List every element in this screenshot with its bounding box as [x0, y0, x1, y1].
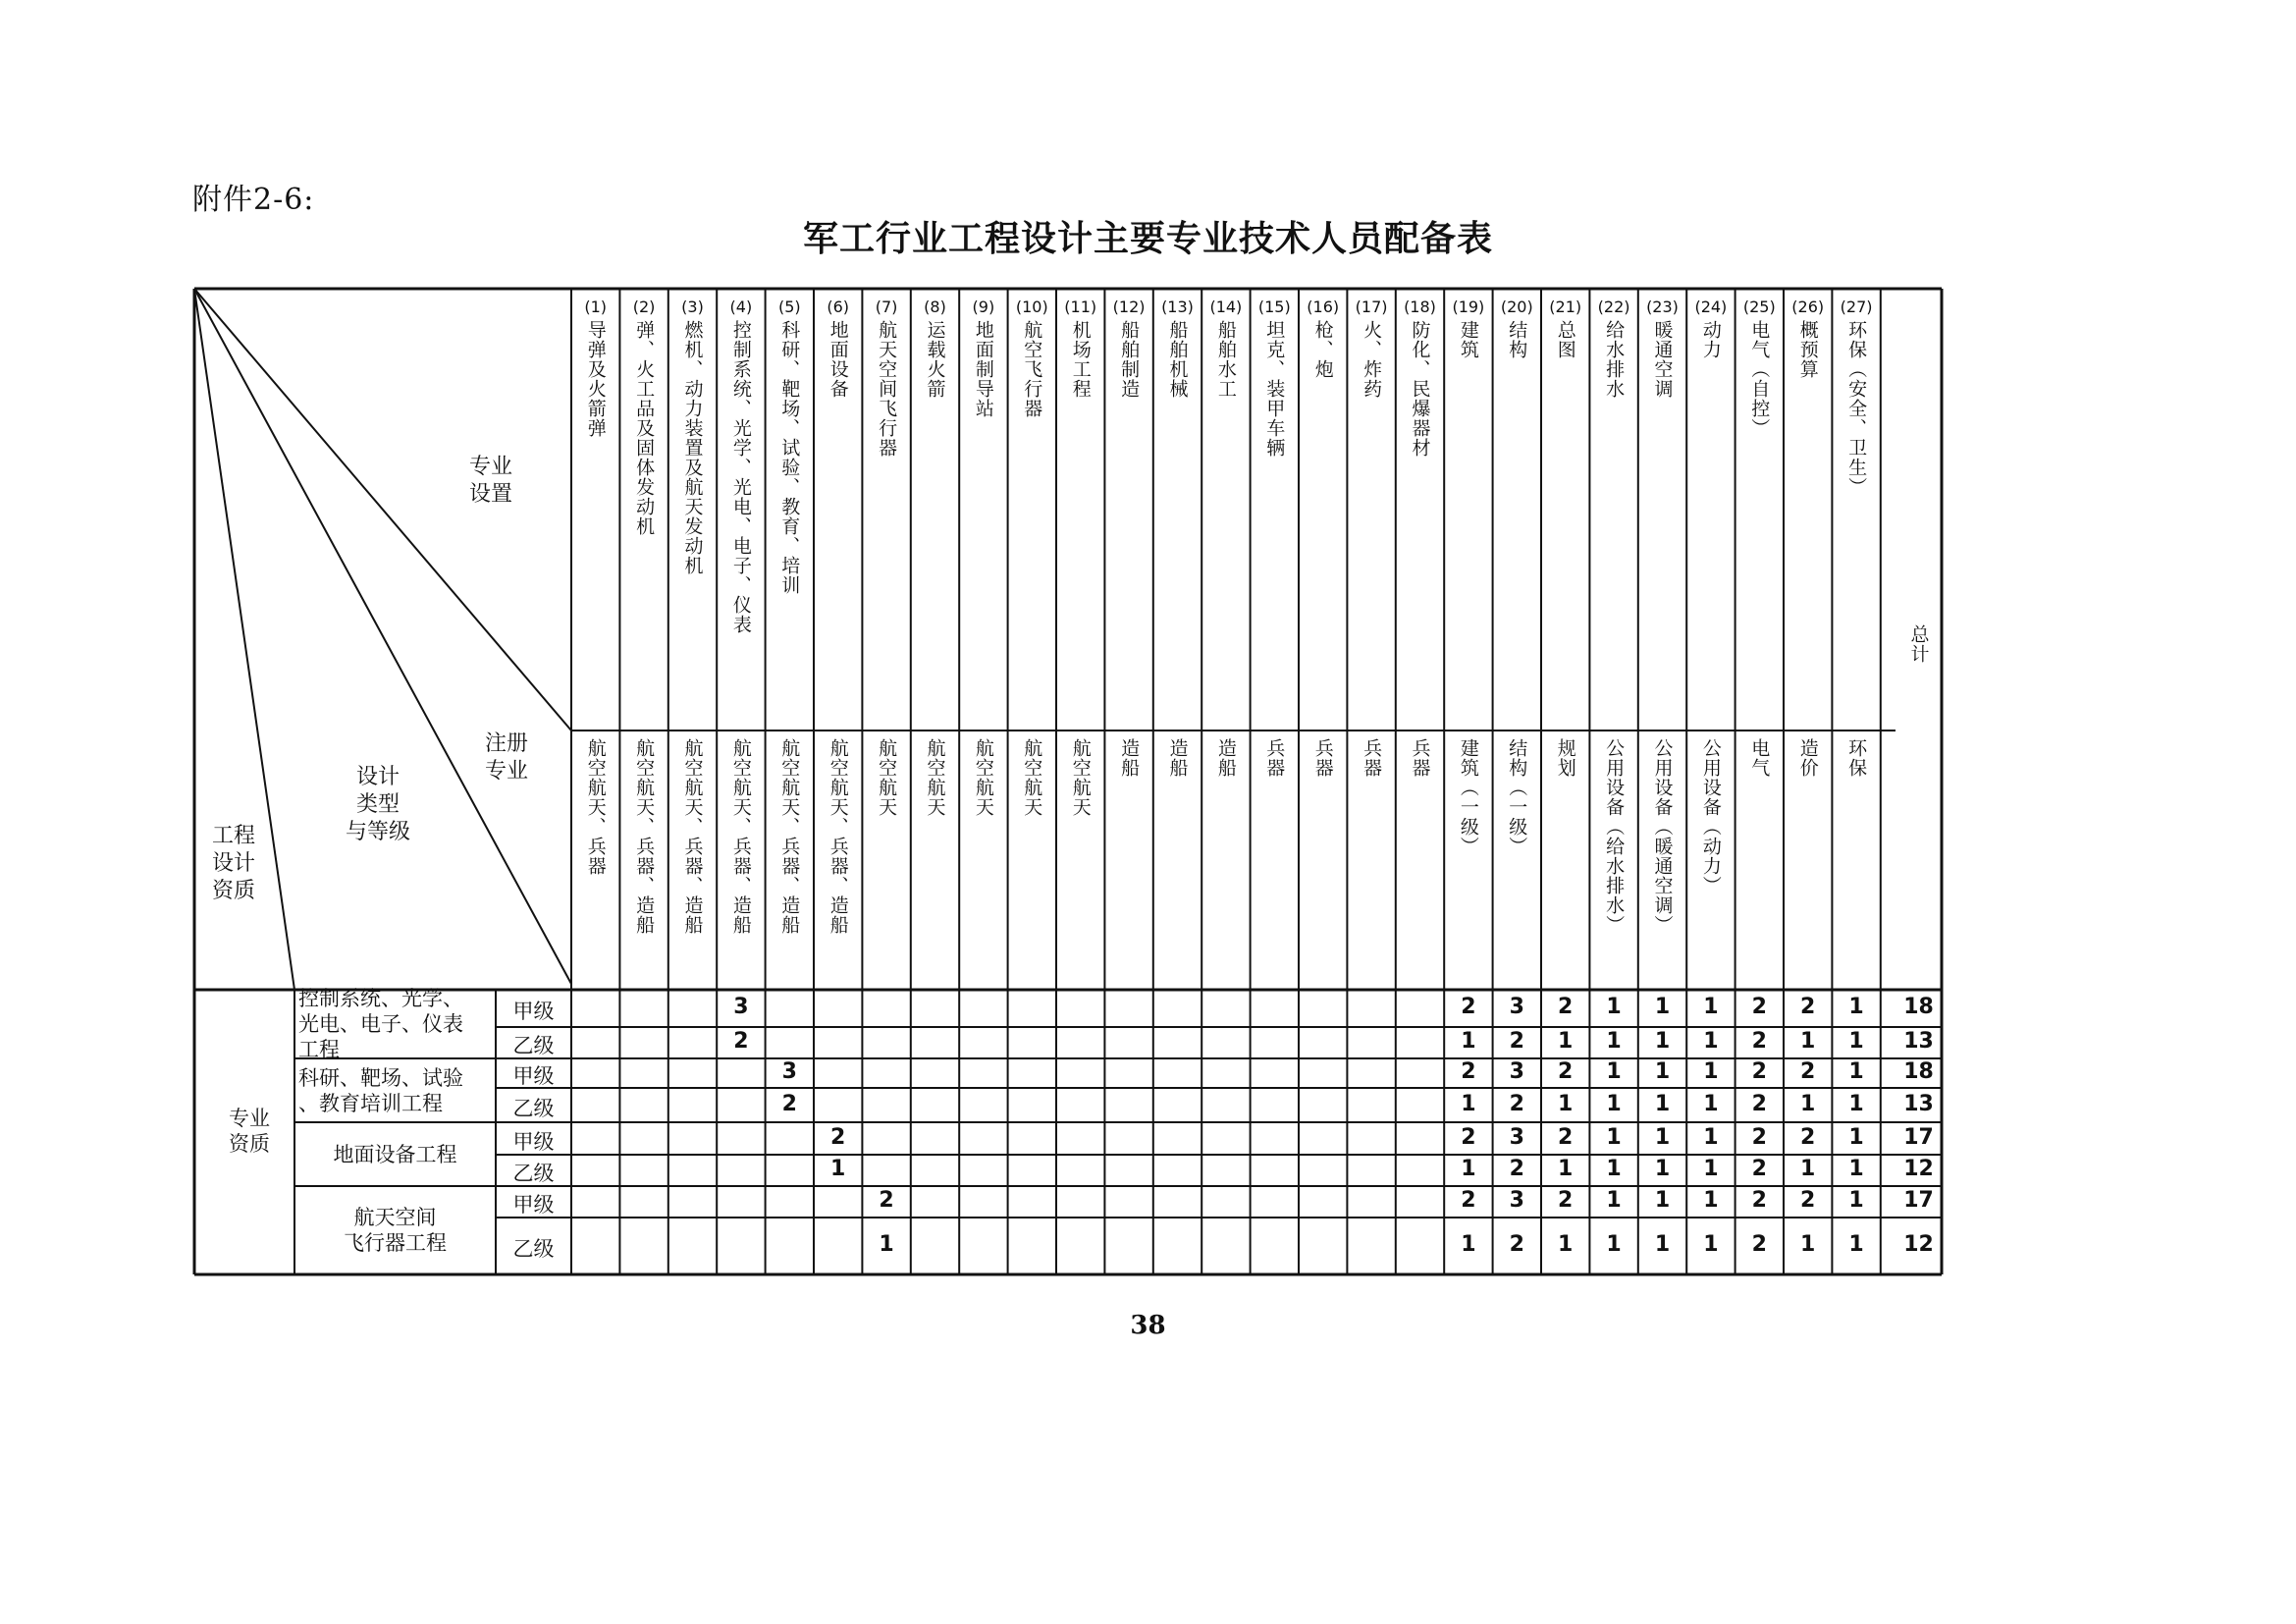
table-cell: 3	[1509, 1124, 1524, 1150]
grade-label: 甲级	[512, 1193, 555, 1217]
row-group-label: 科研、靶场、试验 、教育培训工程	[298, 1065, 463, 1115]
table-cell: 1	[1703, 1157, 1719, 1181]
corner-registered-specialty: 注册 专业	[484, 731, 528, 784]
column-registered-specialty: 环保	[1845, 738, 1868, 778]
column-name: 概预算	[1796, 320, 1819, 379]
column-registered-specialty: 航空航天、兵器	[584, 738, 607, 876]
column-registered-specialty: 航空航天、兵器、造船	[729, 738, 752, 935]
column-name: 航空飞行器	[1021, 320, 1043, 418]
column-name: 结构	[1506, 320, 1528, 359]
column-name: 动力	[1699, 320, 1722, 359]
table-cell: 2	[1461, 1188, 1476, 1213]
grade-label: 甲级	[512, 1064, 555, 1088]
table-cell: 1	[1606, 1188, 1622, 1213]
table-cell: 2	[1461, 1059, 1476, 1084]
table-cell: 1	[1558, 1029, 1574, 1054]
table-cell: 1	[1654, 1091, 1671, 1116]
table-cell: 1	[1461, 1232, 1476, 1257]
column-registered-specialty: 建筑（一级）	[1457, 738, 1479, 856]
column-registered-specialty: 规划	[1554, 738, 1576, 778]
column-name: 船舶机械	[1166, 320, 1189, 399]
column-number: (15)	[1257, 298, 1291, 316]
table-cell: 2	[1509, 1029, 1524, 1054]
table-cell: 3	[1509, 1059, 1524, 1084]
table-cell: 2	[1558, 1188, 1574, 1213]
table-cell: 1	[1848, 1124, 1864, 1150]
grade-label: 乙级	[512, 1096, 555, 1120]
table-cell: 1	[830, 1157, 846, 1181]
table-cell: 1	[1558, 1091, 1574, 1116]
grade-label: 乙级	[512, 1162, 555, 1185]
column-name: 环保（安全、卫生）	[1845, 320, 1868, 497]
table-cell: 2	[1800, 995, 1816, 1019]
table-cell: 1	[1800, 1232, 1816, 1257]
table-cell: 2	[1461, 1124, 1476, 1150]
column-number: (3)	[681, 298, 704, 316]
column-number: (10)	[1015, 298, 1048, 316]
table-cell: 1	[1654, 995, 1671, 1019]
table-cell: 2	[1509, 1232, 1524, 1257]
table-cell: 1	[1848, 1232, 1864, 1257]
row-total: 12	[1903, 1157, 1934, 1181]
table-cell: 1	[1461, 1091, 1476, 1116]
column-name: 给水排水	[1603, 320, 1626, 399]
table-cell: 1	[1703, 1091, 1719, 1116]
column-registered-specialty: 公用设备（暖通空调）	[1651, 738, 1674, 935]
table-cell: 3	[1509, 995, 1524, 1019]
table-cell: 1	[1606, 1124, 1622, 1150]
column-registered-specialty: 造船	[1214, 738, 1237, 778]
column-number: (25)	[1742, 298, 1776, 316]
table-cell: 2	[1751, 1029, 1767, 1054]
table-cell: 1	[1654, 1029, 1671, 1054]
column-number: (24)	[1694, 298, 1728, 316]
table-cell: 1	[1800, 1157, 1816, 1181]
column-name: 控制系统、光学、光电、电子、仪表	[729, 320, 752, 634]
column-registered-specialty: 结构（一级）	[1506, 738, 1528, 856]
column-name: 船舶制造	[1118, 320, 1141, 399]
column-registered-specialty: 兵器	[1263, 738, 1286, 778]
column-name: 坦克、装甲车辆	[1263, 320, 1286, 458]
table-cell: 2	[830, 1124, 846, 1150]
column-number: (1)	[584, 298, 608, 316]
column-registered-specialty: 公用设备（动力）	[1699, 738, 1722, 895]
table-cell: 1	[1654, 1157, 1671, 1181]
column-name: 火、炸药	[1361, 320, 1383, 399]
column-number: (27)	[1840, 298, 1873, 316]
column-registered-specialty: 兵器	[1361, 738, 1383, 778]
column-number: (5)	[777, 298, 801, 316]
column-number: (13)	[1161, 298, 1194, 316]
column-name: 机场工程	[1069, 320, 1092, 399]
column-registered-specialty: 航空航天、兵器、造船	[827, 738, 849, 935]
table-cell: 1	[1703, 1029, 1719, 1054]
table-cell: 2	[781, 1091, 797, 1116]
table-cell: 2	[1509, 1091, 1524, 1116]
column-registered-specialty: 造船	[1166, 738, 1189, 778]
column-registered-specialty: 航空航天	[972, 738, 994, 817]
column-number: (22)	[1597, 298, 1630, 316]
table-cell: 2	[1461, 995, 1476, 1019]
row-total: 12	[1903, 1232, 1934, 1257]
table-cell: 1	[1848, 1029, 1864, 1054]
table-cell: 2	[1800, 1059, 1816, 1084]
qualification-group-label: 专业 资质	[229, 1107, 270, 1156]
column-registered-specialty: 航空航天、兵器、造船	[778, 738, 801, 935]
table-cell: 1	[1461, 1029, 1476, 1054]
table-cell: 1	[1654, 1188, 1671, 1213]
column-number: (2)	[632, 298, 656, 316]
table-cell: 1	[1848, 1157, 1864, 1181]
row-total: 13	[1903, 1029, 1934, 1054]
column-registered-specialty: 航空航天、兵器、造船	[633, 738, 656, 935]
table-cell: 1	[1606, 1059, 1622, 1084]
table-cell: 1	[1800, 1029, 1816, 1054]
column-name: 航天空间飞行器	[876, 320, 898, 458]
table-cell: 2	[1751, 1157, 1767, 1181]
grade-label: 乙级	[512, 1237, 555, 1261]
column-registered-specialty: 航空航天	[924, 738, 946, 817]
row-total: 13	[1903, 1091, 1934, 1116]
table-cell: 2	[733, 1029, 749, 1054]
table-cell: 1	[1848, 1059, 1864, 1084]
column-registered-specialty: 航空航天	[1069, 738, 1092, 817]
column-number: (21)	[1549, 298, 1582, 316]
table-cell: 1	[1606, 995, 1622, 1019]
grade-label: 甲级	[512, 1129, 555, 1154]
column-registered-specialty: 航空航天	[876, 738, 898, 817]
row-group-label: 地面设备工程	[333, 1142, 457, 1166]
row-total: 18	[1903, 995, 1934, 1019]
column-registered-specialty: 电气	[1748, 738, 1771, 778]
column-registered-specialty: 造价	[1796, 738, 1819, 778]
table-cell: 2	[1751, 995, 1767, 1019]
table-cell: 2	[1558, 995, 1574, 1019]
column-registered-specialty: 兵器	[1311, 738, 1334, 778]
table-cell: 2	[1558, 1059, 1574, 1084]
column-name: 导弹及火箭弹	[584, 320, 607, 438]
column-number: (23)	[1646, 298, 1679, 316]
table-cell: 1	[879, 1232, 894, 1257]
table-cell: 2	[1800, 1188, 1816, 1213]
table-cell: 1	[1558, 1157, 1574, 1181]
table-cell: 2	[1751, 1059, 1767, 1084]
column-number: (8)	[924, 298, 946, 316]
table-cell: 1	[1654, 1059, 1671, 1084]
corner-diagonal	[194, 289, 571, 731]
table-cell: 2	[1509, 1157, 1524, 1181]
column-number: (16)	[1307, 298, 1340, 316]
column-registered-specialty: 造船	[1118, 738, 1141, 778]
table-cell: 1	[1461, 1157, 1476, 1181]
table-cell: 1	[1848, 1188, 1864, 1213]
attachment-label: 附件2-6:	[192, 183, 315, 217]
table-cell: 3	[733, 995, 749, 1019]
row-total: 17	[1903, 1124, 1934, 1150]
corner-qualification: 工程 设计 资质	[211, 824, 255, 903]
column-registered-specialty: 航空航天、兵器、造船	[681, 738, 704, 935]
table-cell: 1	[1606, 1157, 1622, 1181]
table-cell: 2	[879, 1188, 894, 1213]
table-cell: 1	[1606, 1232, 1622, 1257]
row-total: 18	[1903, 1059, 1934, 1084]
column-registered-specialty: 航空航天	[1021, 738, 1043, 817]
row-group-label: 控制系统、光学、 光电、电子、仪表 工程	[298, 987, 463, 1061]
table-cell: 2	[1800, 1124, 1816, 1150]
column-number: (11)	[1064, 298, 1097, 316]
table-cell: 2	[1751, 1091, 1767, 1116]
table-cell: 2	[1558, 1124, 1574, 1150]
column-name: 电气（自控）	[1748, 320, 1771, 438]
column-name: 地面设备	[827, 320, 849, 399]
total-header: 总计	[1907, 624, 1930, 664]
column-number: (18)	[1404, 298, 1436, 316]
table-cell: 1	[1703, 1232, 1719, 1257]
column-name: 防化、民爆器材	[1409, 320, 1431, 458]
column-name: 总图	[1554, 320, 1576, 359]
column-number: (12)	[1112, 298, 1146, 316]
table-cell: 1	[1606, 1091, 1622, 1116]
column-number: (19)	[1452, 298, 1485, 316]
column-number: (9)	[972, 298, 995, 316]
column-registered-specialty: 兵器	[1409, 738, 1431, 778]
document-title: 军工行业工程设计主要专业技术人员配备表	[802, 219, 1493, 259]
column-name: 船舶水工	[1214, 320, 1237, 399]
table-cell: 1	[1654, 1124, 1671, 1150]
column-name: 弹、火工品及固体发动机	[633, 320, 656, 536]
table-cell: 2	[1751, 1188, 1767, 1213]
column-name: 燃机、动力装置及航天发动机	[681, 320, 704, 575]
row-group-label: 航天空间 飞行器工程	[344, 1206, 447, 1255]
column-name: 建筑	[1457, 320, 1479, 359]
table-cell: 1	[1800, 1091, 1816, 1116]
table-cell: 1	[1848, 995, 1864, 1019]
corner-specialty-setting: 专业 设置	[468, 455, 512, 507]
table-cell: 1	[1848, 1091, 1864, 1116]
grade-label: 乙级	[512, 1034, 555, 1057]
column-number: (26)	[1791, 298, 1825, 316]
table-cell: 2	[1751, 1232, 1767, 1257]
table-cell: 1	[1703, 1188, 1719, 1213]
column-number: (17)	[1355, 298, 1388, 316]
table-cell: 2	[1751, 1124, 1767, 1150]
column-number: (14)	[1209, 298, 1243, 316]
column-number: (20)	[1500, 298, 1533, 316]
grade-label: 甲级	[512, 1000, 555, 1023]
column-name: 科研、靶场、试验、教育、培训	[778, 320, 801, 595]
page-number: 38	[1130, 1311, 1166, 1340]
column-name: 地面制导站	[972, 320, 994, 418]
column-name: 枪、炮	[1311, 320, 1334, 379]
table-cell: 3	[781, 1059, 797, 1084]
table-cell: 1	[1703, 1124, 1719, 1150]
column-number: (6)	[827, 298, 850, 316]
table-cell: 1	[1703, 995, 1719, 1019]
row-total: 17	[1903, 1188, 1934, 1213]
table-cell: 3	[1509, 1188, 1524, 1213]
table-cell: 1	[1654, 1232, 1671, 1257]
column-number: (4)	[729, 298, 753, 316]
column-number: (7)	[875, 298, 898, 316]
table-cell: 1	[1558, 1232, 1574, 1257]
column-name: 运载火箭	[924, 320, 946, 399]
column-name: 暖通空调	[1651, 320, 1674, 399]
corner-design-type: 设计 类型 与等级	[345, 765, 410, 844]
column-registered-specialty: 公用设备（给水排水）	[1603, 738, 1626, 935]
table-cell: 1	[1703, 1059, 1719, 1084]
table-cell: 1	[1606, 1029, 1622, 1054]
